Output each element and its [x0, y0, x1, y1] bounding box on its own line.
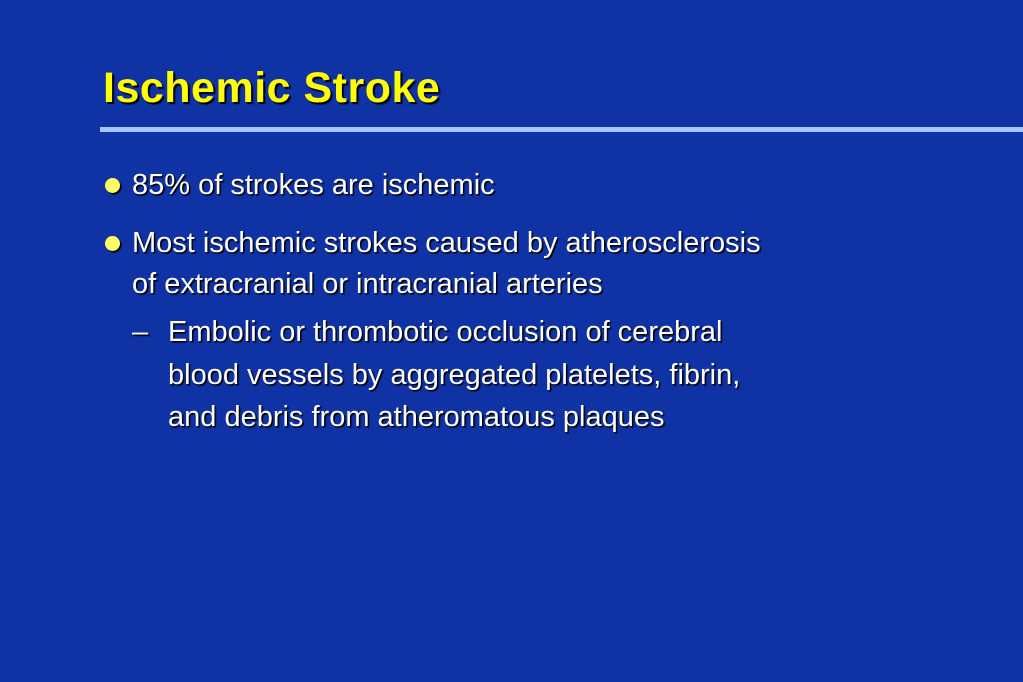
- bullet-dot-icon: [105, 236, 120, 251]
- sub-bullet-line-2: blood vessels by aggregated platelets, fibrin,: [168, 359, 741, 391]
- sub-bullet-dash-icon: –: [132, 316, 149, 348]
- sub-bullet-line-3: and debris from atheromatous plaques: [168, 401, 665, 433]
- bullet-2-line-2: of extracranial or intracranial arteries: [132, 268, 603, 300]
- bullet-dot-icon: [105, 178, 120, 193]
- sub-bullet-line-1: Embolic or thrombotic occlusion of cerebral: [168, 316, 723, 348]
- bullet-2-line-1: Most ischemic strokes caused by atherosclerosis: [132, 227, 761, 259]
- bullet-1-line-1: 85% of strokes are ischemic: [132, 169, 495, 201]
- slide-title: Ischemic Stroke: [103, 64, 441, 112]
